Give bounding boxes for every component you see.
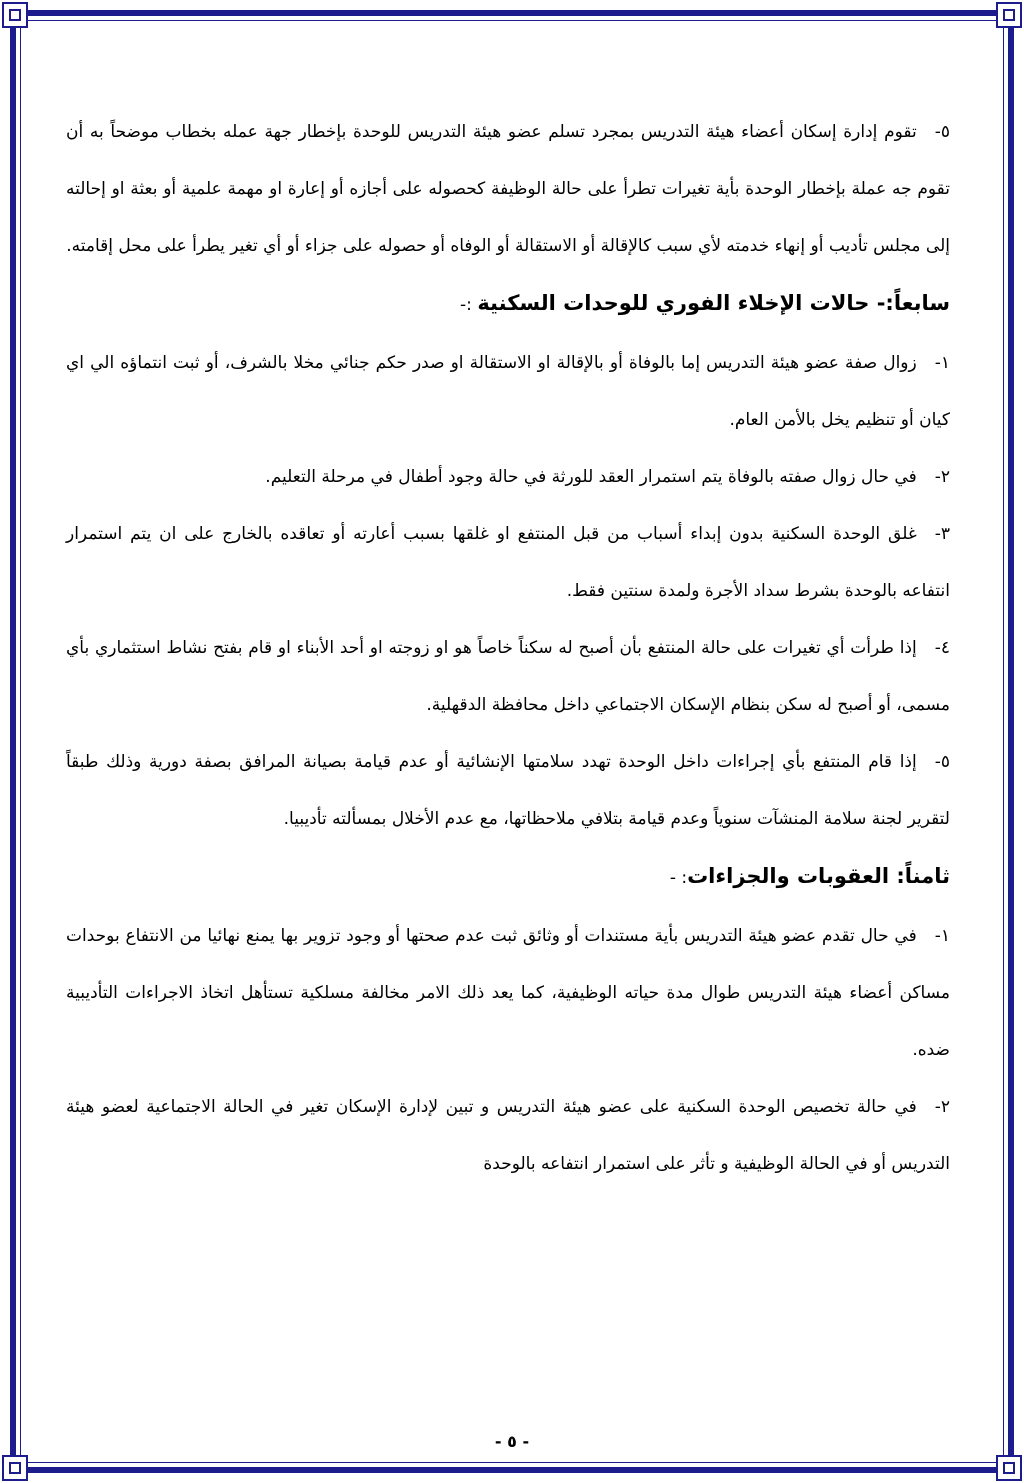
corner-ornament — [2, 2, 28, 28]
item-number: ١- — [934, 926, 950, 946]
list-item — [66, 449, 950, 506]
item-number: ٢- — [934, 1097, 950, 1117]
item-text: إذا قام المنتفع بأي إجراءات داخل الوحدة تهدد سلامتها الإنشائية أو عدم قيامة بصيانة المرافق بصفة دورية وذلك طبقاً لتقرير لجنة سلامة المنشآت سنوياً وعدم قيامة بتلافي ملاحظاتها، مع عدم الأخلال بمسألته تأديبيا. — [66, 752, 950, 829]
section-heading-seventh — [66, 281, 950, 327]
section-title-suffix: : - — [669, 868, 688, 888]
corner-ornament — [996, 1455, 1022, 1481]
item-number: ٢- — [934, 467, 950, 487]
item-number: ٣- — [934, 524, 950, 544]
list-item — [66, 506, 950, 620]
item-text: في حال تقدم عضو هيئة التدريس بأية مستندات أو وثائق ثبت عدم صحتها أو وجود تزوير بها يمنع نهائيا من الانتفاع بوحدات مساكن أعضاء هيئة التدريس طوال مدة حياته الوظيفية، كما يعد ذلك الامر مخالفة مسلكية تستأهل اتخاذ الاجراءات التأديبية ضده. — [66, 926, 950, 1060]
section-title: ثامناً: العقوبات والجزاءات — [687, 864, 950, 888]
list-item — [66, 620, 950, 734]
corner-ornament — [996, 2, 1022, 28]
item-text: غلق الوحدة السكنية بدون إبداء أسباب من قبل المنتفع او غلقها بسبب أعارته أو تعاقده بالخارج على ان يتم استمرار انتفاعه بالوحدة بشرط سداد الأجرة ولمدة سنتين فقط. — [66, 524, 950, 601]
item-text: زوال صفة عضو هيئة التدريس إما بالوفاة أو بالإقالة او الاستقالة او صدر حكم جنائي مخلا بالشرف، أو ثبت انتماؤه الي اي كيان أو تنظيم يخل بالأمن العام. — [66, 353, 950, 430]
paragraph-item — [66, 104, 950, 275]
document-body — [66, 104, 950, 1193]
item-text: إذا طرأت أي تغيرات على حالة المنتفع بأن أصبح له سكناً خاصاً هو او زوجته او أحد الأبناء او قام بفتح نشاط استثماري بأي مسمى، أو أصبح له سكن بنظام الإسكان الاجتماعي داخل محافظة الدقهلية. — [66, 638, 950, 715]
page-number: - ٥ - — [494, 1432, 530, 1451]
section-title-suffix: :- — [460, 295, 478, 315]
item-number: ٥- — [934, 122, 950, 142]
item-number: ٤- — [934, 638, 950, 658]
list-item — [66, 1079, 950, 1193]
item-number: ١- — [934, 353, 950, 373]
section-heading-eighth — [66, 854, 950, 900]
item-number: ٥- — [934, 752, 950, 772]
list-item — [66, 734, 950, 848]
section-title: سابعاً:- حالات الإخلاء الفوري للوحدات السكنية — [477, 291, 950, 315]
corner-ornament — [2, 1455, 28, 1481]
item-text: في حال زوال صفته بالوفاة يتم استمرار العقد للورثة في حالة وجود أطفال في مرحلة التعليم. — [265, 467, 917, 487]
list-item — [66, 335, 950, 449]
list-item — [66, 908, 950, 1079]
item-text: تقوم إدارة إسكان أعضاء هيئة التدريس بمجرد تسلم عضو هيئة التدريس للوحدة بإخطار جهة عمله بخطاب موضحاً به أن تقوم جه عملة بإخطار الوحدة بأية تغيرات تطرأ على حالة الوظيفة كحصوله على أجازه أو إعارة او مهمة علمية أو بعثة او إحالته إلى مجلس تأديب أو إنهاء خدمته لأي سبب كالإقالة أو الاستقالة أو الوفاه أو حصوله على جزاء أو أي تغير يطرأ على محل إقامته. — [66, 122, 950, 256]
item-text: في حالة تخصيص الوحدة السكنية على عضو هيئة التدريس و تبين لإدارة الإسكان تغير في الحالة الاجتماعية لعضو هيئة التدريس أو في الحالة الوظيفية و تأثر على استمرار انتفاعه بالوحدة — [66, 1097, 950, 1174]
